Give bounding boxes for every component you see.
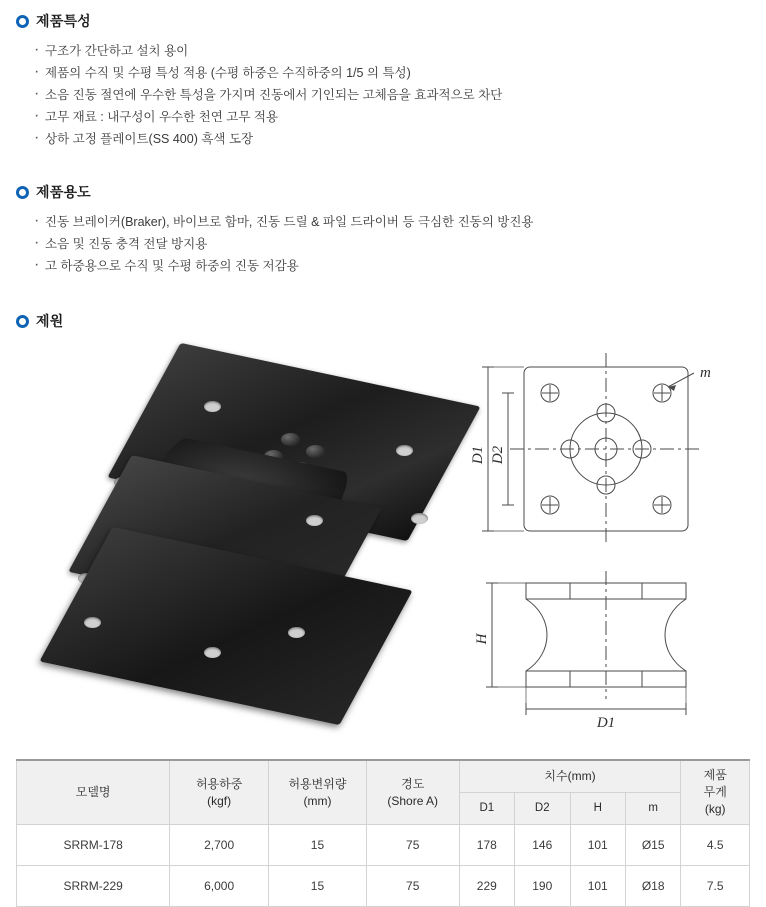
bolt-hole: [84, 617, 101, 628]
bolt-hole: [396, 445, 413, 456]
list-item: · 구조가 간단하고 설치 용이: [34, 41, 750, 61]
ring-bullet-icon: [16, 15, 29, 28]
list-item: · 진동 브레이커(Braker), 바이브로 함마, 진동 드릴 & 파일 드라이버 등 극심한 진동의 방진용: [34, 212, 750, 232]
table-row: [17, 825, 750, 866]
spec-table-body: [17, 825, 750, 907]
cell-d1: 178: [459, 825, 514, 866]
cell-weight: 7.5: [681, 866, 750, 907]
uses-section: [16, 151, 750, 276]
bolt-hole: [204, 647, 221, 658]
bolt-hole: [306, 515, 323, 526]
th-d2: D2: [515, 793, 570, 825]
stud: [281, 433, 300, 446]
dim-label-m: m: [700, 365, 711, 381]
uses-heading: [16, 182, 750, 202]
th-deflection-line1: 허용변위량: [288, 776, 347, 791]
spec-table: [16, 759, 750, 907]
cell-hardness: 75: [366, 825, 459, 866]
dim-label-d1-top: D1: [470, 445, 486, 465]
product-photo: [56, 355, 476, 725]
spec-heading: [16, 311, 750, 331]
th-hardness: [366, 760, 459, 825]
cell-model: SRRM-229: [17, 866, 170, 907]
cell-h: 101: [570, 825, 625, 866]
th-deflection-line2: (mm): [303, 793, 332, 808]
cell-load: 6,000: [170, 866, 269, 907]
drawing-svg: [466, 347, 736, 727]
spec-table-head: [17, 760, 750, 825]
features-section: [16, 0, 750, 149]
cell-h: 101: [570, 866, 625, 907]
uses-title: 제품용도: [36, 184, 91, 200]
cell-load: 2,700: [170, 825, 269, 866]
features-heading: [16, 11, 750, 31]
cell-hardness: 75: [366, 866, 459, 907]
features-title: 제품특성: [36, 13, 91, 29]
spec-title: 제원: [36, 313, 64, 329]
cell-model: SRRM-178: [17, 825, 170, 866]
features-list: [16, 41, 750, 149]
cell-m: Ø18: [625, 866, 680, 907]
list-item: · 소음 진동 절연에 우수한 특성을 가지며 진동에서 기인되는 고체음을 효과적으로 차단: [34, 85, 750, 105]
th-dimensions: 치수(mm): [459, 760, 681, 793]
bolt-hole: [204, 401, 221, 412]
ring-bullet-icon: [16, 186, 29, 199]
list-item: · 제품의 수직 및 수평 특성 적용 (수평 하중은 수직하중의 1/5 의 특성): [34, 63, 750, 83]
th-model: 모델명: [17, 760, 170, 825]
th-allowable-load-line1: 허용하중: [195, 776, 243, 791]
dim-label-h: H: [474, 633, 490, 645]
th-weight: [681, 760, 750, 825]
figure-row: [16, 347, 750, 737]
list-item: · 고무 재료 : 내구성이 우수한 천연 고무 적용: [34, 107, 750, 127]
bolt-hole: [411, 513, 428, 524]
th-hardness-line2: (Shore A): [387, 793, 439, 808]
technical-drawings: [466, 347, 736, 727]
dim-label-d2: D2: [490, 445, 506, 465]
th-m: m: [625, 793, 680, 825]
th-weight-line3: (kg): [704, 802, 726, 816]
list-item: · 고 하중용으로 수직 및 수평 하중의 진동 저감용: [34, 256, 750, 276]
cell-weight: 4.5: [681, 825, 750, 866]
table-row: [17, 866, 750, 907]
list-item: · 소음 및 진동 충격 전달 방지용: [34, 234, 750, 254]
th-deflection: [269, 760, 367, 825]
th-h: H: [570, 793, 625, 825]
th-d1: D1: [459, 793, 514, 825]
th-weight-line1: 제품: [703, 768, 727, 782]
cell-d2: 190: [515, 866, 570, 907]
cell-m: Ø15: [625, 825, 680, 866]
dim-label-d1-side: D1: [596, 715, 616, 727]
th-allowable-load: [170, 760, 269, 825]
th-hardness-line1: 경도: [401, 776, 425, 791]
cell-d2: 146: [515, 825, 570, 866]
cell-deflection: 15: [269, 866, 367, 907]
th-weight-line2: 무게: [703, 785, 727, 799]
cell-d1: 229: [459, 866, 514, 907]
list-item: · 상하 고정 플레이트(SS 400) 흑색 도장: [34, 129, 750, 149]
ring-bullet-icon: [16, 315, 29, 328]
spec-section: [16, 278, 750, 907]
table-header-row: [17, 760, 750, 793]
th-allowable-load-line2: (kgf): [207, 793, 232, 808]
uses-list: [16, 212, 750, 276]
bolt-hole: [288, 627, 305, 638]
stud: [306, 445, 325, 458]
cell-deflection: 15: [269, 825, 367, 866]
